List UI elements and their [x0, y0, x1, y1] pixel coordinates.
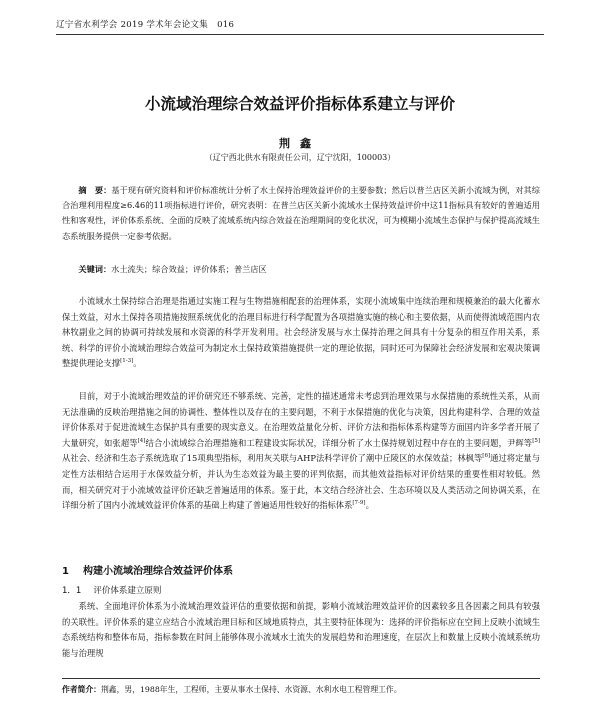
author-name: 荆鑫: [279, 137, 321, 150]
paper-title: 小流域治理综合效益评价指标体系建立与评价: [144, 95, 455, 113]
paragraph-2-text: 从社会、经济和生态子系统选取了15项典型指标，利用灰关联与AHP法科学评价了潮中丘陵区的水保效益；林枫等: [62, 453, 483, 464]
running-header: [56, 18, 544, 35]
keywords-text: 水土流失；综合效益；评价体系；普兰店区: [111, 264, 267, 274]
paragraph-2-text: 通过将定量与定性方法相结合运用于水保效益分析，并认为生态效益为最主要的评判依据，而其他效益指标对评价结果的重要性相对较低。然而，相关研究对于小流域效益评价还缺乏普遍适用的体系。鉴于此，本文结合经济社会、生态环境以及人类活动之间协调关系，在详细分析了国内小流域效益评价体系的基础上构建了普遍适用性较好的指标体系: [62, 453, 540, 511]
abstract-label: 摘 要：: [78, 185, 112, 195]
section-title: 构建小流域治理综合效益评价体系: [82, 566, 233, 577]
subsection-number: 1．1: [62, 586, 82, 596]
running-head-text: 辽宁省水利学会 2019 学术年会论文集: [56, 20, 209, 30]
footnote-divider: [62, 678, 540, 679]
section-number: 1: [62, 566, 69, 577]
paragraph-1-end: 。: [133, 358, 142, 369]
citation-ref: [1-3]: [120, 358, 134, 365]
abstract-text: 基于现有研究资料和评价标准统计分析了水土保持治理效益评价的主要参数；然后以普兰店区关新小流域为例，对其综合治理利用程度≥6.46的11项指标进行评价，研究表明：在普兰店区关新小流域水土保持效益评价中这11指标具有较好的普遍适用性和客观性，评价体系系统、全面的反映了流域系统内综合效益在治理期间的变化状况，可为模糊小流域生态保护与保护提高流域生态系统服务提供一定参考依据。: [62, 185, 540, 241]
paragraph-1: [62, 294, 540, 372]
citation-ref: [6]: [482, 453, 491, 460]
citation-ref: [5]: [532, 438, 540, 445]
citation-ref: [4]: [137, 438, 146, 445]
footnote-label: 作者简介：: [62, 685, 101, 694]
paragraph-1-text: 小流域水土保持综合治理是指通过实施工程与生物措施相配套的治理体系，实现小流域集中连续治理和规模兼治的最大化蓄水保土效益，对水土保持各项措施按照系统优化的治理目标进行科学配置为各项措施实施的核心和主要依据，从而使得流域范围内农林牧副业之间的协调可持续发展和水资源的科学开发利用。社会经济发展与水土保持治理之间具有十分复杂的相互作用关系，系统、科学的评价小流域治理综合效益可为制定水土保持政策措施提供一定的理论依据，同时还可为保障社会经济发展和宏观决策调整提供理论支撑: [62, 296, 540, 369]
paragraph-2-text: 结合小流域综合治理措施和工程建设实际状况，详细分析了水土保持规划过程中存在的主要问题，尹辉等: [145, 437, 533, 448]
page-number: 016: [217, 20, 235, 30]
abstract: [62, 183, 540, 244]
footnote-text: 荆鑫，男，1988年生，工程师，主要从事水土保持、水资源、水利水电工程管理工作。: [100, 685, 402, 694]
author-footnote: [62, 684, 540, 695]
subsection-title: 评价体系建立原则: [93, 586, 162, 596]
author-affiliation: （辽宁西北供水有限责任公司，辽宁沈阳，100003）: [204, 153, 396, 162]
paragraph-2: [62, 389, 540, 514]
subsection-1-1-heading: [62, 584, 161, 596]
paragraph-2-text: 目前，对于小流域治理效益的评价研究还不够系统、完善，定性的描述通常未考虑到治理效果与水保措施的系统性关系，从而无法准确的反映治理措施之间的协调性、整体性以及存在的主要问题，不利于水保措施的优化与决策，因此构建科学、合理的效益评价体系对于促进流域生态保护具有重要的现实意义。在治理效益量化分析、评价方法和指标体系构建等方面国内许多学者开展了大量研究，如张超等: [62, 391, 540, 448]
keywords: [62, 262, 540, 277]
paragraph-2-end: 。: [365, 500, 374, 511]
section-1-heading: [62, 562, 233, 577]
paragraph-3: 系统、全面地评价体系为小流域治理效益评估的重要依据和前提，影响小流域治理效益评价的因素较多且各因素之间具有较强的关联性。评价体系的建立应结合小流域治理目标和区域地质特点，其主要特征体现为：选择的评价指标应在空间上反映小流域生态系统结构和整体布局，指标参数在时间上能够体现小流域水土流失的发展趋势和治理速度，在层次上和数量上反映小流域系统功能与治理规: [62, 601, 540, 658]
citation-ref: [7-9]: [352, 500, 366, 507]
keywords-label: 关键词：: [78, 264, 112, 274]
